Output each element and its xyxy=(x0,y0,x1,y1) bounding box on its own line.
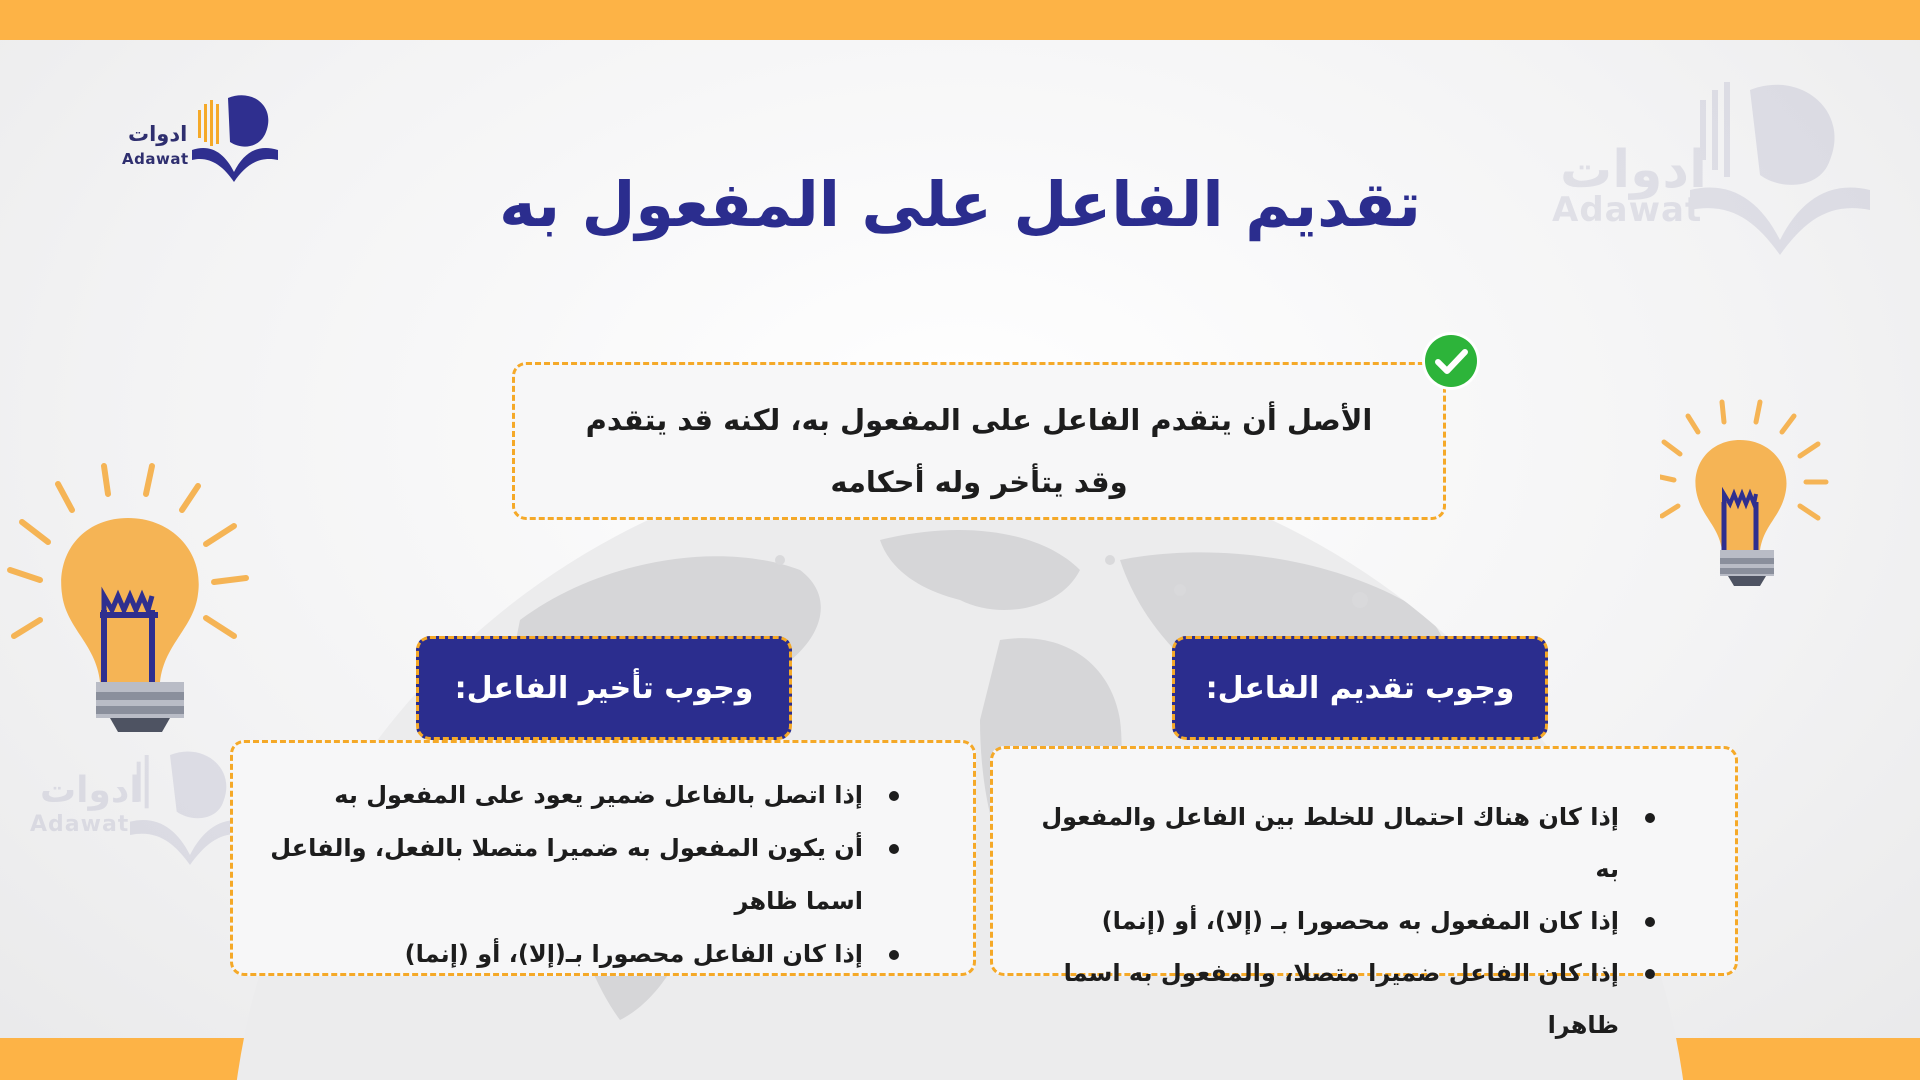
light-bulb-icon xyxy=(0,460,280,760)
list-item: إذا كان الفاعل ضميرا متصلا، والمفعول به اسما ظاهرا xyxy=(1013,947,1655,1051)
watermark-logo xyxy=(1540,70,1870,260)
book-logo-icon xyxy=(190,92,280,182)
fronting-heading-text: وجوب تقديم الفاعل: xyxy=(1205,670,1515,706)
watermark-latin-left: Adawat xyxy=(30,812,130,837)
list-item: أن يكون المفعول به ضميرا متصلا بالفعل، والفاعل اسما ظاهر xyxy=(253,822,899,928)
fronting-heading xyxy=(1172,636,1548,740)
watermark-arabic: ادوات xyxy=(1560,140,1707,200)
delaying-heading xyxy=(416,636,792,740)
check-circle-icon xyxy=(1421,331,1481,391)
list-item: إذا كان هناك احتمال للخلط بين الفاعل والمفعول به xyxy=(1013,791,1655,895)
watermark-latin: Adawat xyxy=(1552,190,1703,230)
intro-note-box xyxy=(512,362,1446,520)
delaying-rules-box xyxy=(230,740,976,976)
delaying-rules-list xyxy=(253,769,899,981)
watermark-arabic-left: ادوات xyxy=(40,770,142,811)
list-item: إذا اتصل بالفاعل ضمير يعود على المفعول به xyxy=(253,769,899,822)
fronting-rules-box xyxy=(990,746,1738,1039)
adawat-logo xyxy=(118,92,278,188)
delaying-heading-text: وجوب تأخير الفاعل: xyxy=(454,670,754,706)
fronting-rules-list xyxy=(1013,791,1655,1051)
light-bulb-icon xyxy=(1660,398,1860,618)
page-title: تقديم الفاعل على المفعول به xyxy=(499,168,1421,241)
logo-arabic-text: ادوات xyxy=(128,122,188,146)
list-item: إذا كان الفاعل محصورا بـ(إلا)، أو (إنما) xyxy=(253,928,899,981)
intro-note-text: الأصل أن يتقدم الفاعل على المفعول به، لكنه قد يتقدم وقد يتأخر وله أحكامه xyxy=(585,403,1373,499)
logo-latin-text: Adawat xyxy=(122,150,189,168)
list-item: إذا كان المفعول به محصورا بـ (إلا)، أو (إنما) xyxy=(1013,895,1655,947)
